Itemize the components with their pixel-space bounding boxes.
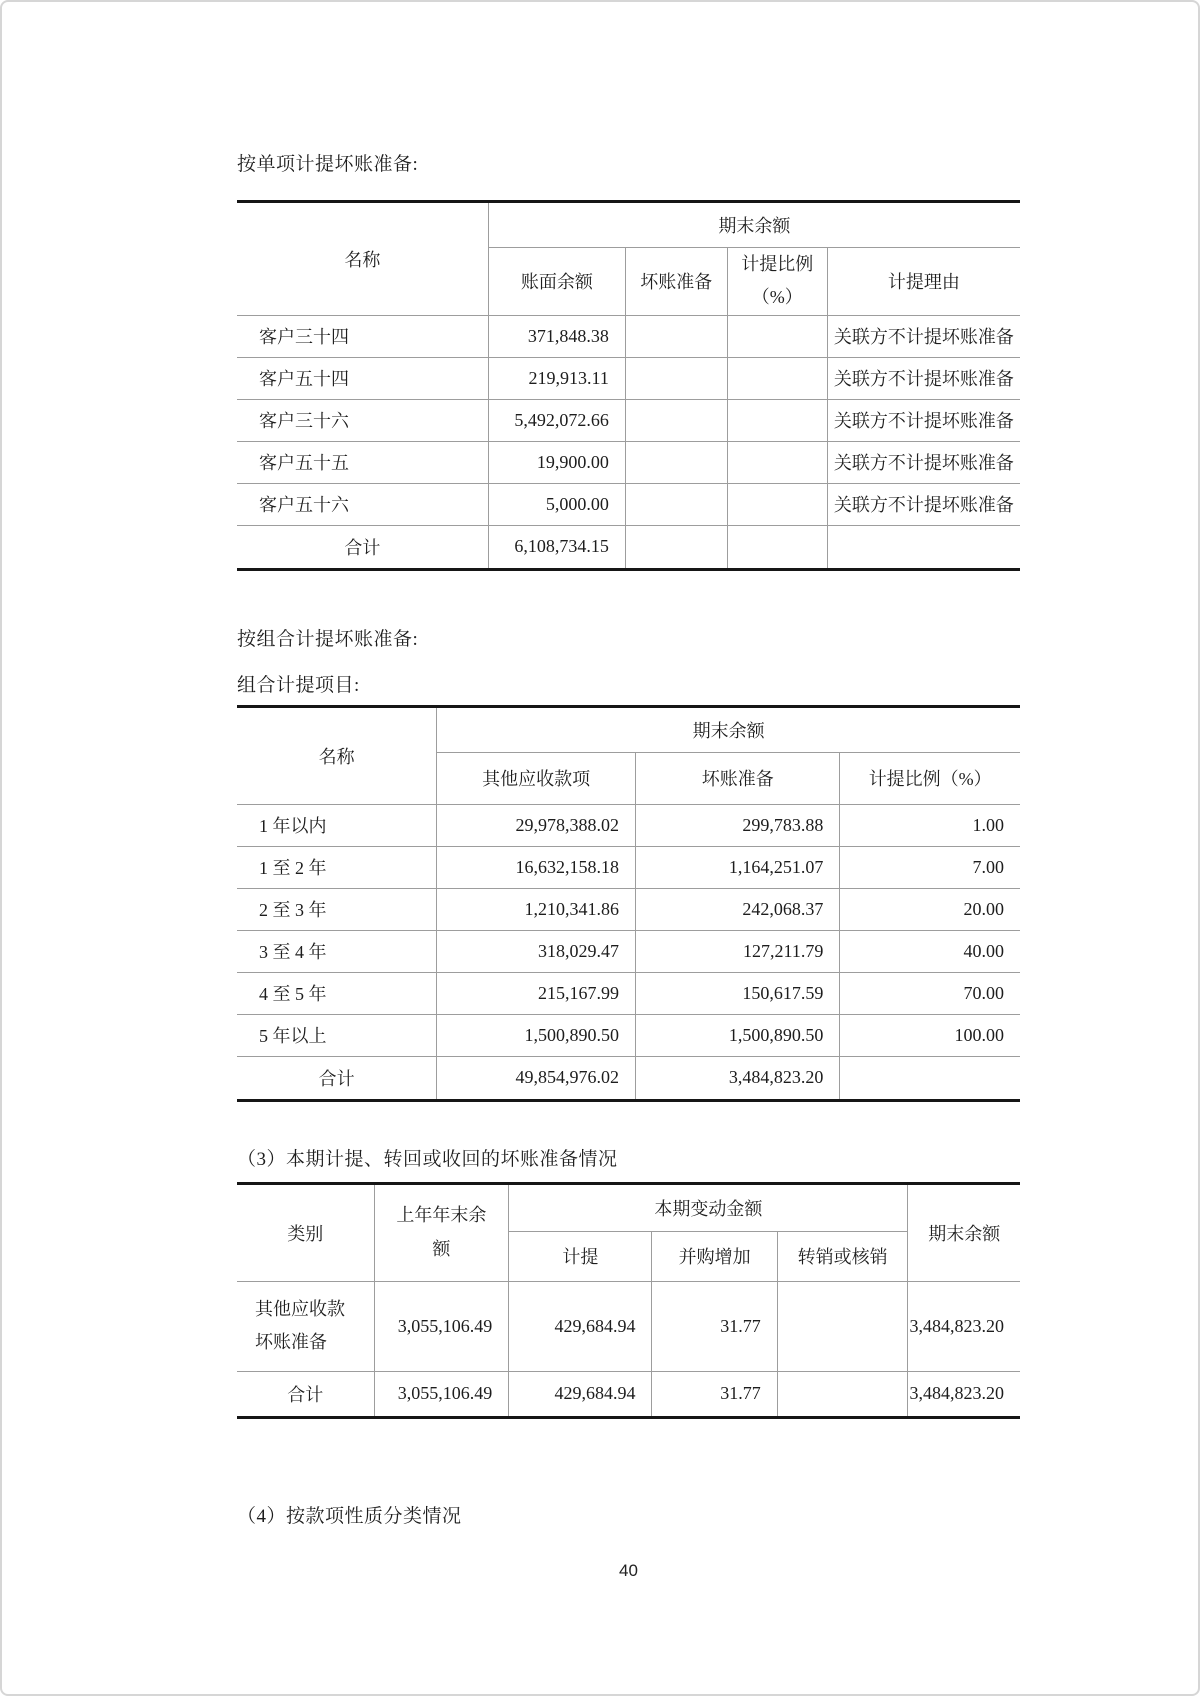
cell-total-bad-debt: 3,484,823.20 — [636, 1056, 840, 1100]
cell-book-balance: 219,913.11 — [488, 357, 625, 399]
cell-ratio: 20.00 — [840, 888, 1020, 930]
cell-bad-debt — [625, 441, 727, 483]
heading-portfolio-provision: 按组合计提坏账准备: — [237, 628, 419, 650]
page-number: 40 — [619, 1560, 638, 1580]
table-row — [237, 357, 1020, 399]
cell-bad-debt — [625, 357, 727, 399]
cell-aging: 1 至 2 年 — [237, 846, 437, 888]
header-book-balance: 账面余额 — [488, 248, 625, 316]
cell-customer-name: 客户五十四 — [237, 357, 488, 399]
heading-classification-by-nature: （4）按款项性质分类情况 — [237, 1505, 462, 1527]
table-header-row — [237, 1183, 1020, 1231]
table-row — [237, 930, 1020, 972]
individual-provision-table — [237, 200, 1020, 571]
cell-category — [237, 1281, 374, 1371]
provision-movement-table — [237, 1182, 1020, 1419]
cell-customer-name: 客户五十五 — [237, 441, 488, 483]
cell-customer-name: 客户三十六 — [237, 399, 488, 441]
table-row — [237, 888, 1020, 930]
cell-ratio — [727, 441, 827, 483]
cell-other-receivables: 1,210,341.86 — [437, 888, 636, 930]
table-row — [237, 804, 1020, 846]
header-period-end-balance: 期末余额 — [488, 202, 1020, 248]
cell-customer-name: 客户三十四 — [237, 315, 488, 357]
header-bad-debt-provision: 坏账准备 — [625, 248, 727, 316]
cell-ratio: 7.00 — [840, 846, 1020, 888]
cell-ratio: 100.00 — [840, 1014, 1020, 1056]
cell-ratio: 1.00 — [840, 804, 1020, 846]
cell-reason: 关联方不计提坏账准备 — [827, 483, 1020, 525]
cell-bad-debt: 1,500,890.50 — [636, 1014, 840, 1056]
cell-other-receivables: 318,029.47 — [437, 930, 636, 972]
cell-customer-name: 客户五十六 — [237, 483, 488, 525]
cell-total-bad-debt — [625, 525, 727, 569]
cell-provision: 429,684.94 — [509, 1281, 652, 1371]
table-total-row — [237, 1371, 1020, 1417]
cell-total-book-balance: 6,108,734.15 — [488, 525, 625, 569]
table-row — [237, 441, 1020, 483]
header-category: 类别 — [237, 1183, 374, 1281]
cell-ratio: 40.00 — [840, 930, 1020, 972]
cell-aging: 4 至 5 年 — [237, 972, 437, 1014]
table-header-row — [237, 202, 1020, 248]
cell-total-ratio — [727, 525, 827, 569]
table-row — [237, 483, 1020, 525]
cell-reason: 关联方不计提坏账准备 — [827, 399, 1020, 441]
cell-book-balance: 19,900.00 — [488, 441, 625, 483]
cell-aging: 1 年以内 — [237, 804, 437, 846]
cell-total-prior-balance: 3,055,106.49 — [374, 1371, 509, 1417]
cell-other-receivables: 1,500,890.50 — [437, 1014, 636, 1056]
header-prior-year-end-balance — [374, 1183, 509, 1281]
cell-prior-balance: 3,055,106.49 — [374, 1281, 509, 1371]
cell-total-provision: 429,684.94 — [509, 1371, 652, 1417]
cell-ratio — [727, 399, 827, 441]
cell-book-balance: 5,000.00 — [488, 483, 625, 525]
header-period-end-balance: 期末余额 — [437, 706, 1020, 752]
cell-write-off — [777, 1281, 908, 1371]
cell-reason: 关联方不计提坏账准备 — [827, 441, 1020, 483]
table-total-row — [237, 525, 1020, 569]
cell-bad-debt: 127,211.79 — [636, 930, 840, 972]
header-provision-ratio: 计提比例（%） — [840, 752, 1020, 804]
portfolio-provision-table — [237, 705, 1020, 1102]
table-row — [237, 1281, 1020, 1371]
header-name: 名称 — [237, 202, 488, 316]
heading-individual-provision: 按单项计提坏账准备: — [237, 154, 419, 175]
cell-total-label: 合计 — [237, 525, 488, 569]
cell-book-balance: 371,848.38 — [488, 315, 625, 357]
header-provision-ratio — [727, 248, 827, 316]
cell-bad-debt: 299,783.88 — [636, 804, 840, 846]
cell-bad-debt: 150,617.59 — [636, 972, 840, 1014]
header-other-receivables: 其他应收款项 — [437, 752, 636, 804]
cell-bad-debt: 242,068.37 — [636, 888, 840, 930]
table-row — [237, 846, 1020, 888]
cell-total-period-end: 3,484,823.20 — [908, 1371, 1020, 1417]
header-provision: 计提 — [509, 1231, 652, 1281]
header-current-period-changes: 本期变动金额 — [509, 1183, 908, 1231]
cell-total-label: 合计 — [237, 1371, 374, 1417]
provision-ratio-label: 计提比例（%） — [741, 254, 814, 308]
prior-year-end-balance-label: 上年年末余额 — [396, 1205, 487, 1259]
cell-bad-debt: 1,164,251.07 — [636, 846, 840, 888]
cell-total-label: 合计 — [237, 1056, 437, 1100]
cell-bad-debt — [625, 399, 727, 441]
cell-other-receivables: 29,978,388.02 — [437, 804, 636, 846]
table-row — [237, 972, 1020, 1014]
cell-reason: 关联方不计提坏账准备 — [827, 315, 1020, 357]
cell-aging: 5 年以上 — [237, 1014, 437, 1056]
table-row — [237, 399, 1020, 441]
category-label: 其他应收款坏账准备 — [255, 1298, 345, 1353]
cell-bad-debt — [625, 315, 727, 357]
header-bad-debt-provision: 坏账准备 — [636, 752, 840, 804]
cell-ratio — [727, 315, 827, 357]
cell-ratio: 70.00 — [840, 972, 1020, 1014]
heading-current-period-provision: （3）本期计提、转回或收回的坏账准备情况 — [237, 1148, 618, 1170]
table-row — [237, 315, 1020, 357]
cell-total-acquisition: 31.77 — [652, 1371, 777, 1417]
header-name: 名称 — [237, 706, 437, 804]
header-acquisition-increase: 并购增加 — [652, 1231, 777, 1281]
page-content — [237, 2, 1020, 1581]
header-write-off: 转销或核销 — [777, 1231, 908, 1281]
cell-ratio — [727, 357, 827, 399]
cell-total-write-off — [777, 1371, 908, 1417]
cell-acquisition: 31.77 — [652, 1281, 777, 1371]
heading-portfolio-items: 组合计提项目: — [237, 674, 360, 696]
cell-reason: 关联方不计提坏账准备 — [827, 357, 1020, 399]
table-header-row — [237, 706, 1020, 752]
cell-aging: 2 至 3 年 — [237, 888, 437, 930]
table-row — [237, 1014, 1020, 1056]
cell-book-balance: 5,492,072.66 — [488, 399, 625, 441]
cell-total-other-receivables: 49,854,976.02 — [437, 1056, 636, 1100]
table-total-row — [237, 1056, 1020, 1100]
cell-bad-debt — [625, 483, 727, 525]
cell-aging: 3 至 4 年 — [237, 930, 437, 972]
cell-other-receivables: 16,632,158.18 — [437, 846, 636, 888]
header-provision-reason: 计提理由 — [827, 248, 1020, 316]
cell-total-ratio — [840, 1056, 1020, 1100]
cell-other-receivables: 215,167.99 — [437, 972, 636, 1014]
cell-period-end: 3,484,823.20 — [908, 1281, 1020, 1371]
cell-total-reason — [827, 525, 1020, 569]
cell-ratio — [727, 483, 827, 525]
header-period-end-balance: 期末余额 — [908, 1183, 1020, 1281]
